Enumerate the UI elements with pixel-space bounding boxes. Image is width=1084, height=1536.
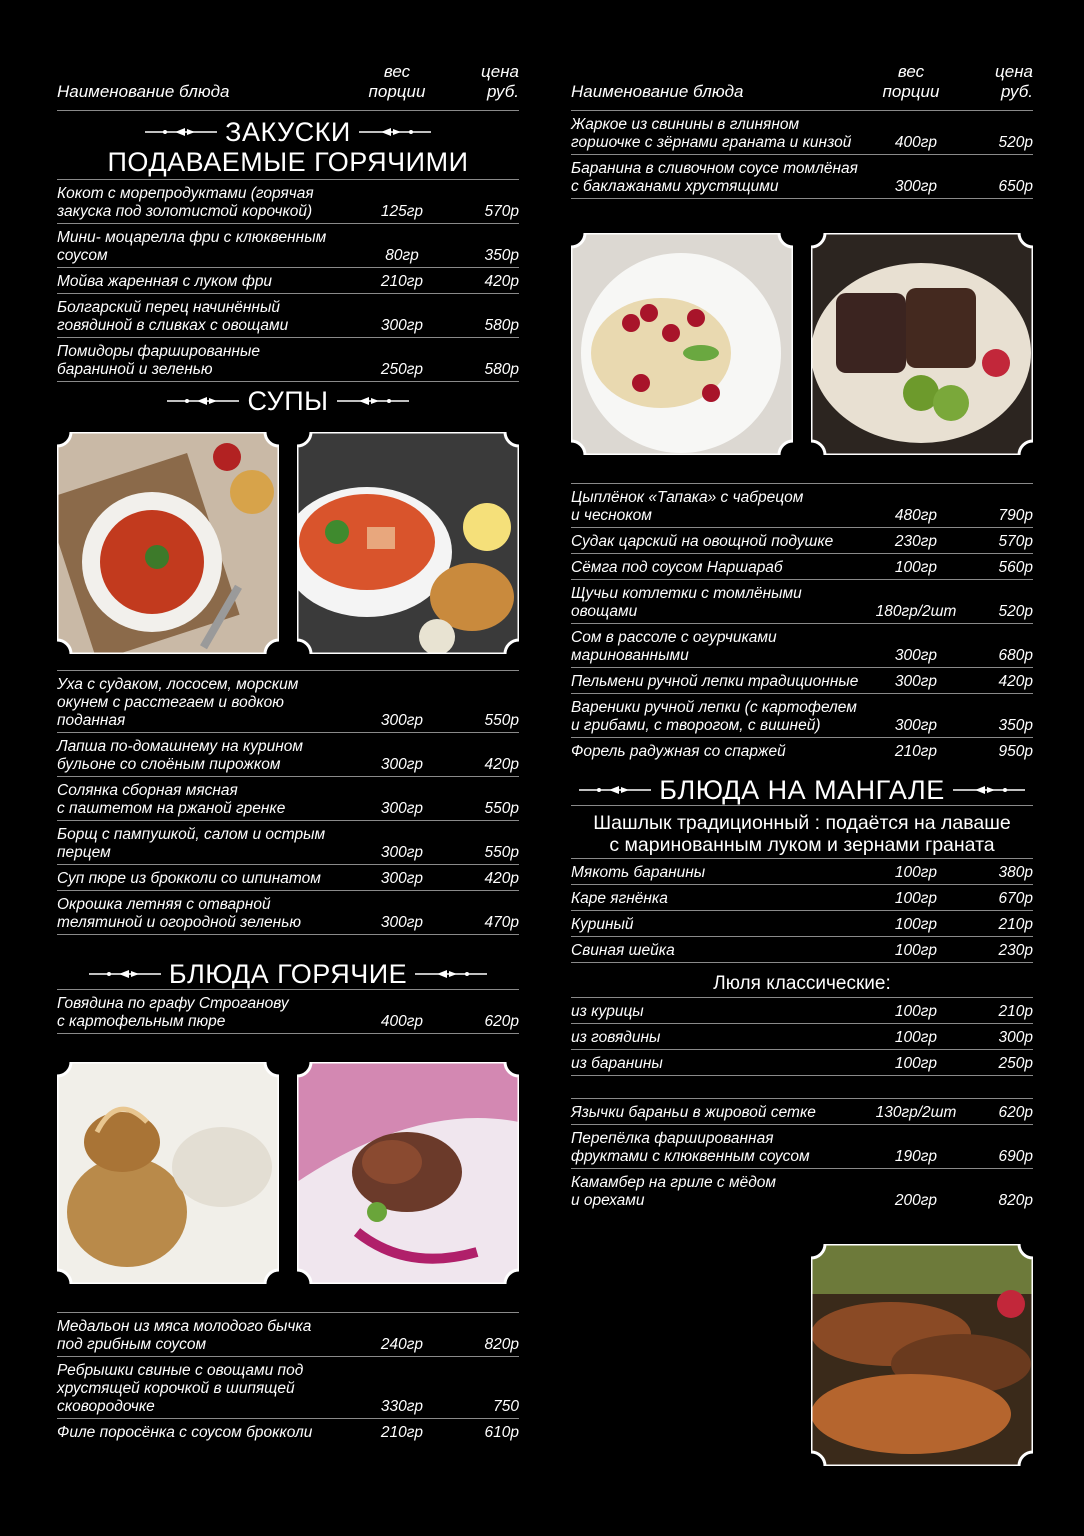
dish-price: 420р <box>998 673 1033 690</box>
dish-weight: 240гр <box>380 1336 424 1353</box>
menu-item <box>571 1050 1033 1076</box>
menu-item <box>571 528 1033 554</box>
dish-weight: 190гр <box>894 1148 938 1165</box>
grill-title: БЛЮДА НА МАНГАЛЕ <box>659 775 945 805</box>
dish-price: 680р <box>998 647 1033 664</box>
dish-price: 250р <box>998 1055 1033 1072</box>
menu-item <box>57 821 519 865</box>
dish-name: Щучьи котлетки с томлёными овощами <box>571 585 802 620</box>
header-weight <box>357 62 437 102</box>
header-price-1: цена <box>995 62 1033 81</box>
borscht-photo <box>57 432 279 654</box>
menu-item <box>57 294 519 338</box>
dish-name: Уха с судаком, лососем, морским окунем с расстегаем и водкою поданная <box>57 676 299 729</box>
dish-price: 350р <box>484 247 519 264</box>
dish-price: 580р <box>484 361 519 378</box>
dish-name: Свиная шейка <box>571 942 675 959</box>
dumplings-photo <box>571 233 793 455</box>
quail-photo <box>297 1062 519 1284</box>
fish-soup-photo <box>297 432 519 654</box>
lula-list <box>571 998 1033 1076</box>
right-column <box>571 60 1033 1466</box>
menu-item <box>571 580 1033 624</box>
menu-item <box>571 937 1033 963</box>
dish-price: 790р <box>998 507 1033 524</box>
ornament-left-icon <box>579 783 651 797</box>
menu-item <box>57 1313 519 1357</box>
lamb-photo <box>811 233 1033 455</box>
dish-name: Судак царский на овощной подушке <box>571 533 834 550</box>
dish-weight: 250гр <box>380 361 424 378</box>
dish-name: Перепёлка фаршированная фруктами с клюквенным соусом <box>571 1130 810 1165</box>
dish-weight: 210гр <box>894 743 938 760</box>
dish-price: 820р <box>998 1192 1033 1209</box>
menu-item <box>57 891 519 935</box>
dish-weight: 80гр <box>385 247 419 264</box>
dish-name: Вареники ручной лепки (с картофелем и грибами, с творогом, с вишней) <box>571 699 857 734</box>
dish-name: Мякоть баранины <box>571 864 706 881</box>
menu-item <box>571 554 1033 580</box>
section-title-soups <box>57 386 519 416</box>
mains-list <box>571 484 1033 763</box>
dish-weight: 300гр <box>380 756 424 773</box>
dish-weight: 180гр/2шт <box>875 603 957 620</box>
ornament-right-icon <box>415 967 487 981</box>
zakuski-title-2: ПОДАВАЕМЫЕ ГОРЯЧИМИ <box>107 147 469 177</box>
dish-price: 650р <box>998 178 1033 195</box>
header-price-2: руб. <box>1000 82 1033 101</box>
dish-price: 470р <box>484 914 519 931</box>
dish-weight: 100гр <box>894 864 938 881</box>
header-weight-1: вес <box>897 62 925 81</box>
dish-price: 610р <box>484 1424 519 1441</box>
dish-price: 550р <box>484 844 519 861</box>
menu-item <box>57 224 519 268</box>
zakuski-title-1: ЗАКУСКИ <box>225 117 351 147</box>
dish-price: 950р <box>998 743 1033 760</box>
header-weight <box>871 62 951 102</box>
right-top-list <box>571 111 1033 199</box>
menu-item <box>571 1169 1033 1212</box>
dish-name: из баранины <box>571 1055 663 1072</box>
lula-title: Люля классические: <box>713 973 891 994</box>
dish-weight: 300гр <box>894 647 938 664</box>
menu-item <box>57 1419 519 1444</box>
dish-name: Лапша по-домашнему на курином бульоне со слоёным пирожком <box>57 738 304 773</box>
dish-price: 300р <box>998 1029 1033 1046</box>
dish-name: Пельмени ручной лепки традиционные <box>571 673 859 690</box>
menu-item <box>571 998 1033 1024</box>
dish-name: Куриный <box>571 916 634 933</box>
dish-weight: 300гр <box>894 673 938 690</box>
dish-name: Окрошка летняя с отварной телятиной и огородной зеленью <box>57 896 302 931</box>
dish-name: из говядины <box>571 1029 661 1046</box>
dish-name: Помидоры фаршированные бараниной и зеленью <box>57 343 260 378</box>
menu-item <box>57 338 519 382</box>
section-title-hot <box>57 959 519 989</box>
dish-name: Каре ягнёнка <box>571 890 668 907</box>
header-weight-2: порции <box>368 82 426 101</box>
dish-weight: 100гр <box>894 559 938 576</box>
dish-price: 620р <box>484 1013 519 1030</box>
grilled-meat-photo <box>811 1244 1033 1466</box>
header-weight-1: вес <box>383 62 411 81</box>
dish-weight: 300гр <box>894 717 938 734</box>
dish-price: 210р <box>998 1003 1033 1020</box>
dish-weight: 100гр <box>894 1055 938 1072</box>
dish-name: Филе поросёнка с соусом брокколи <box>57 1424 313 1441</box>
dish-weight: 330гр <box>380 1398 424 1415</box>
dish-price: 230р <box>998 942 1033 959</box>
dish-weight: 300гр <box>380 317 424 334</box>
header-price-2: руб. <box>486 82 519 101</box>
menu-item <box>571 155 1033 199</box>
menu-item <box>57 777 519 821</box>
column-header <box>571 60 1033 111</box>
dish-price: 560р <box>998 559 1033 576</box>
dish-price: 570р <box>998 533 1033 550</box>
header-price <box>973 62 1033 102</box>
dish-name: Кокот с морепродуктами (горячая закуска под золотистой корочкой) <box>57 185 314 220</box>
extra-list <box>571 1099 1033 1212</box>
menu-item <box>57 733 519 777</box>
ornament-right-icon <box>337 394 409 408</box>
soups-title: СУПЫ <box>247 386 329 416</box>
section-title-grill <box>571 775 1033 805</box>
dish-price: 820р <box>484 1336 519 1353</box>
ornament-right-icon <box>953 783 1025 797</box>
dish-price: 620р <box>998 1104 1033 1121</box>
menu-item <box>571 1024 1033 1050</box>
dish-price: 420р <box>484 273 519 290</box>
soups-list <box>57 671 519 935</box>
dish-price: 750 <box>493 1398 519 1415</box>
menu-item <box>571 624 1033 668</box>
menu-item <box>571 911 1033 937</box>
menu-item <box>57 180 519 224</box>
shashlik-note-1: Шашлык традиционный : подаётся на лаваше <box>593 812 1011 834</box>
dish-price: 350р <box>998 717 1033 734</box>
dish-weight: 400гр <box>894 134 938 151</box>
dish-weight: 210гр <box>380 1424 424 1441</box>
ornament-right-icon <box>359 125 431 139</box>
dish-weight: 300гр <box>380 800 424 817</box>
header-weight-2: порции <box>882 82 940 101</box>
left-column <box>57 60 519 1444</box>
column-header <box>57 60 519 111</box>
dish-weight: 200гр <box>894 1192 938 1209</box>
dish-price: 380р <box>998 864 1033 881</box>
header-name: Наименование блюда <box>571 82 744 101</box>
dish-name: Цыплёнок «Тапака» с чабрецом и чесноком <box>571 489 804 524</box>
dish-weight: 100гр <box>894 942 938 959</box>
pouches-photo <box>57 1062 279 1284</box>
dish-price: 580р <box>484 317 519 334</box>
menu-item <box>57 865 519 891</box>
dish-name: Медальон из мяса молодого бычка под грибным соусом <box>57 1318 312 1353</box>
dish-price: 210р <box>998 916 1033 933</box>
hot-list-1 <box>57 990 519 1034</box>
menu-item <box>57 671 519 733</box>
dish-price: 520р <box>998 603 1033 620</box>
menu-item <box>571 668 1033 694</box>
dish-weight: 300гр <box>380 712 424 729</box>
grill-photo-wrap <box>571 1244 1033 1466</box>
dish-name: Сом в рассоле с огурчиками маринованными <box>571 629 777 664</box>
dish-name: Форель радужная со спаржей <box>571 743 786 760</box>
right-photos <box>571 233 1033 455</box>
dish-weight: 100гр <box>894 890 938 907</box>
dish-price: 670р <box>998 890 1033 907</box>
menu-item <box>571 111 1033 155</box>
dish-price: 520р <box>998 134 1033 151</box>
dish-weight: 100гр <box>894 916 938 933</box>
dish-weight: 400гр <box>380 1013 424 1030</box>
menu-item <box>571 484 1033 528</box>
soups-photos <box>57 432 519 654</box>
dish-weight: 300гр <box>894 178 938 195</box>
dish-weight: 480гр <box>894 507 938 524</box>
menu-item <box>571 694 1033 738</box>
menu-item <box>571 738 1033 763</box>
menu-item <box>57 268 519 294</box>
hot-photos <box>57 1062 519 1284</box>
section-title-zakuski <box>57 117 519 177</box>
dish-price: 420р <box>484 870 519 887</box>
dish-name: Болгарский перец начинённый говядиной в сливках с овощами <box>57 299 289 334</box>
dish-weight: 300гр <box>380 914 424 931</box>
zakuski-list <box>57 180 519 382</box>
ornament-left-icon <box>145 125 217 139</box>
ornament-left-icon <box>89 967 161 981</box>
dish-name: Борщ с пампушкой, салом и острым перцем <box>57 826 326 861</box>
dish-name: Язычки бараньи в жировой сетке <box>571 1104 816 1121</box>
header-price-1: цена <box>481 62 519 81</box>
hot-title: БЛЮДА ГОРЯЧИЕ <box>168 959 408 989</box>
dish-name: Сёмга под соусом Наршараб <box>571 559 783 576</box>
dish-name: Солянка сборная мясная с паштетом на ржаной гренке <box>57 782 286 817</box>
menu-item <box>571 1099 1033 1125</box>
dish-name: Ребрышки свиные с овощами под хрустящей корочкой в шипящей сковородочке <box>57 1362 304 1415</box>
dish-name: Баранина в сливочном соусе томлёная с баклажанами хрустящими <box>571 160 858 195</box>
dish-price: 420р <box>484 756 519 773</box>
menu-item <box>57 990 519 1034</box>
dish-weight: 210гр <box>380 273 424 290</box>
dish-weight: 100гр <box>894 1029 938 1046</box>
header-name: Наименование блюда <box>57 82 230 101</box>
hot-list-2 <box>57 1313 519 1444</box>
dish-price: 690р <box>998 1148 1033 1165</box>
dish-name: Говядина по графу Строганову с картофельным пюре <box>57 995 289 1030</box>
dish-price: 550р <box>484 800 519 817</box>
dish-weight: 300гр <box>380 844 424 861</box>
dish-price: 570р <box>484 203 519 220</box>
dish-name: Жаркое из свинины в глиняном горшочке с зёрнами граната и кинзой <box>571 116 852 151</box>
shashlik-list <box>571 859 1033 963</box>
dish-name: Мойва жаренная с луком фри <box>57 273 273 290</box>
menu-item <box>57 1357 519 1419</box>
dish-weight: 130гр/2шт <box>875 1104 957 1121</box>
ornament-left-icon <box>167 394 239 408</box>
dish-name: из курицы <box>571 1003 644 1020</box>
dish-weight: 300гр <box>380 870 424 887</box>
header-price <box>459 62 519 102</box>
dish-name: Суп пюре из брокколи со шпинатом <box>57 870 321 887</box>
menu-item <box>571 859 1033 885</box>
menu-item <box>571 885 1033 911</box>
shashlik-note <box>571 812 1033 856</box>
dish-name: Камамбер на гриле с мёдом и орехами <box>571 1174 777 1209</box>
menu-item <box>571 1125 1033 1169</box>
shashlik-note-2: с маринованным луком и зернами граната <box>609 834 995 856</box>
dish-weight: 230гр <box>894 533 938 550</box>
dish-price: 550р <box>484 712 519 729</box>
dish-weight: 125гр <box>380 203 424 220</box>
dish-name: Мини- моцарелла фри с клюквенным соусом <box>57 229 327 264</box>
dish-weight: 100гр <box>894 1003 938 1020</box>
